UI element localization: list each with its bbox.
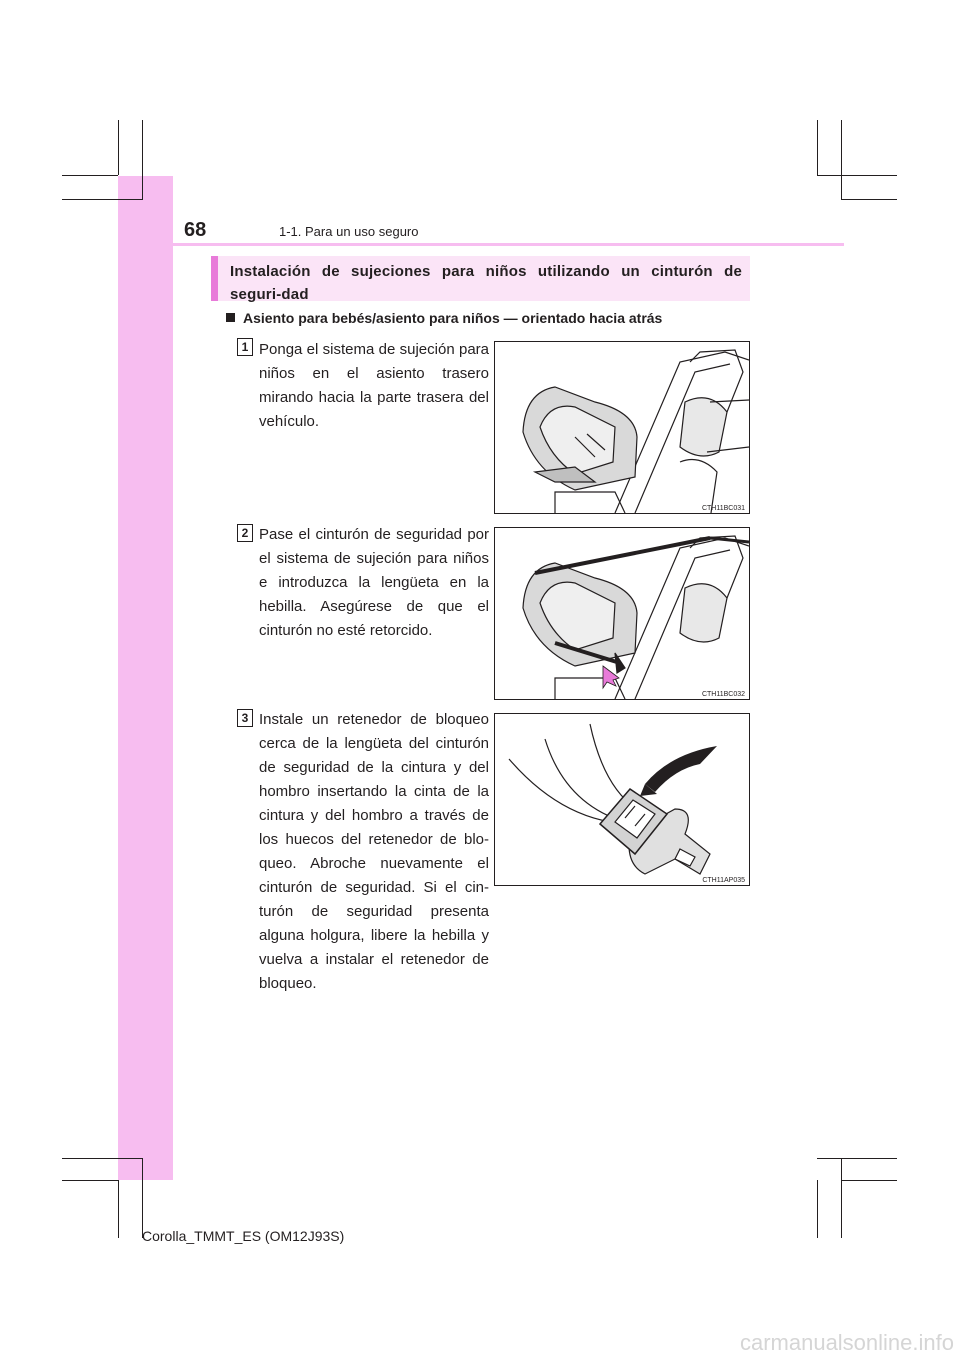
step-number-3: 3 [237,709,253,727]
crop-mark [62,199,142,200]
figure-belt-routing [494,527,750,700]
figure-child-seat-placement [494,341,750,514]
side-color-strip [118,176,173,1180]
document-footer: Corolla_TMMT_ES (OM12J93S) [142,1228,345,1244]
page-number: 68 [184,219,207,241]
step-number-2: 2 [237,524,253,542]
subheading-text: Asiento para bebés/asiento para niños — orientado hacia atrás [243,310,663,326]
section-title: 1-1. Para un uso seguro [279,224,419,239]
crop-mark [142,120,143,200]
step-text-1: Ponga el sistema de sujeción para niños en el asiento trasero mirando hacia la parte trasera del vehículo. [259,341,489,430]
pointer-arrow-icon [645,746,717,792]
crop-mark [62,1158,142,1159]
step-number-1: 1 [237,338,253,356]
crop-mark [118,1180,119,1238]
crop-mark [817,175,897,176]
crop-mark [841,1180,897,1181]
figure-code: CTH11BC031 [701,505,745,512]
bullet-square-icon [226,313,235,322]
child-seat-rear-facing-illustration [495,342,749,513]
crop-mark [118,120,119,175]
crop-mark [841,1158,842,1238]
locking-clip-illustration [495,714,749,885]
crop-mark [841,120,842,200]
belt-routing-illustration [495,528,749,699]
step-text-3: Instale un retenedor de bloqueo cerca de la lengüeta del cinturón de seguridad de la cintura y del hombro insertando la cinta de la cintura y del hombro a través de los huecos del retenedor de blo-queo. Abroche nuevamente el cinturón de seguridad. Si el cin-turón de seguridad presenta alguna holgura, libere la hebilla y vuelva a instalar el retenedor de bloqueo. [259,711,489,992]
crop-mark [841,199,897,200]
crop-mark [817,1158,897,1159]
crop-mark [62,175,118,176]
topic-heading-box: Instalación de sujeciones para niños utilizando un cinturón de seguri-dad [211,256,750,301]
figure-code: CTH11AP035 [702,877,745,884]
header-divider [118,243,844,246]
step-text-2: Pase el cinturón de seguridad por el sistema de sujeción para niños e introduzca la lengüeta en la hebilla. Asegúrese de que el cinturón no esté retorcido. [259,526,489,639]
figure-locking-clip [494,713,750,886]
watermark-text: carmanualsonline.info [739,1330,954,1355]
crop-mark [62,1180,118,1181]
crop-mark [817,1180,818,1238]
figure-code: CTH11BC032 [701,691,745,698]
subheading [226,310,662,326]
crop-mark [817,120,818,175]
crop-mark [142,1158,143,1238]
